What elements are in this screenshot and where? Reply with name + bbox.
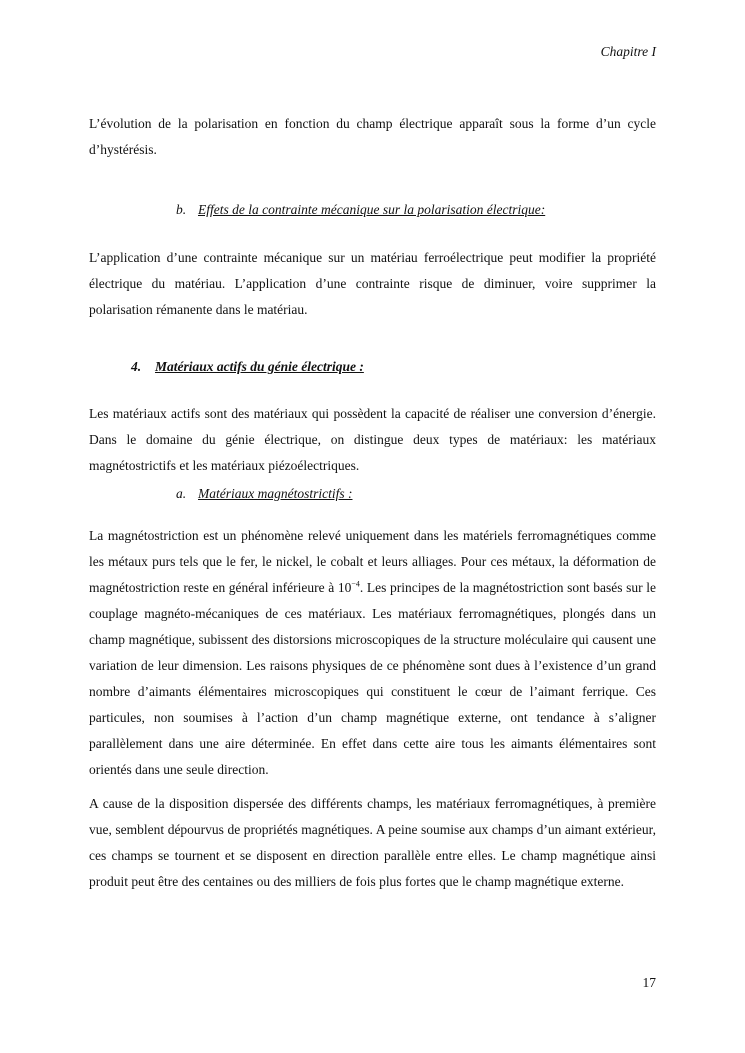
exponent-minus-four: −4 [351,579,360,589]
heading-section-4-marker: 4. [131,359,142,374]
running-header-chapter: Chapitre I [600,44,656,59]
subheading-b-marker: b. [176,202,187,217]
paragraph-magnetostriction-part2: . Les principes de la magnétostriction sont basés sur le couplage magnéto-mécaniques de ces matériaux. Les matériaux ferromagnétiques, plongés dans un champ magnétique, subissent des distorsions microscopiques de la structure moléculaire qui causent une variation de leur dimension. Les raisons physiques de ce phénomène sont dues à l’existence d’un grand nombre d’aimants élémentaires microscopiques qui constituent le cœur de l’aimant ferrique. Ces particules, non soumises à l’action d’un champ magnétique externe, ont tendance à s’aligner parallèlement dans une aire déterminée. En effet dans cette aire tous les aimants élémentaires sont orientés dans une seule direction. [89,580,656,777]
subheading-a [176,484,656,504]
subheading-a-title: Matériaux magnétostrictifs : [198,486,353,501]
subheading-a-marker: a. [176,486,187,501]
paragraph-magnetostriction-part1: La magnétostriction est un phénomène relevé uniquement dans les matériels ferromagnétiques comme les métaux purs tels que le fer, le nickel, le cobalt et leurs alliages. Pour ces métaux, la déformation de magnétostriction reste en général inférieure à 10 [89,528,656,595]
page-number: 17 [642,975,656,990]
subheading-b-title: Effets de la contrainte mécanique sur la polarisation électrique: [198,202,546,217]
paragraph-active-materials: Les matériaux actifs sont des matériaux qui possèdent la capacité de réaliser une conversion d’énergie. Dans le domaine du génie électrique, on distingue deux types de matériaux: les matériaux magnétostrictifs et les matériaux piézoélectriques. [89,406,656,473]
paragraph-hysteresis: L’évolution de la polarisation en fonction du champ électrique apparaît sous la forme d’un cycle d’hystérésis. [89,116,656,157]
paragraph-field-disposition: A cause de la disposition dispersée des différents champs, les matériaux ferromagnétiques, à première vue, semblent dépourvus de propriétés magnétiques. A peine soumise aux champs d’un aimant extérieur, ces champs se tournent et se disposent en direction parallèle entre elles. Le champ magnétique ainsi produit peut être des centaines ou des milliers de fois plus fortes que le champ magnétique externe. [89,796,656,889]
heading-section-4 [131,357,656,377]
heading-section-4-title: Matériaux actifs du génie électrique : [155,359,364,374]
paragraph-magnetostriction [89,523,656,783]
page-body [89,111,656,895]
subheading-b [176,200,656,220]
paragraph-mechanical-stress: L’application d’une contrainte mécanique sur un matériau ferroélectrique peut modifier la propriété électrique du matériau. L’application d’une contrainte risque de diminuer, voire supprimer la polarisation rémanente dans le matériau. [89,250,656,317]
